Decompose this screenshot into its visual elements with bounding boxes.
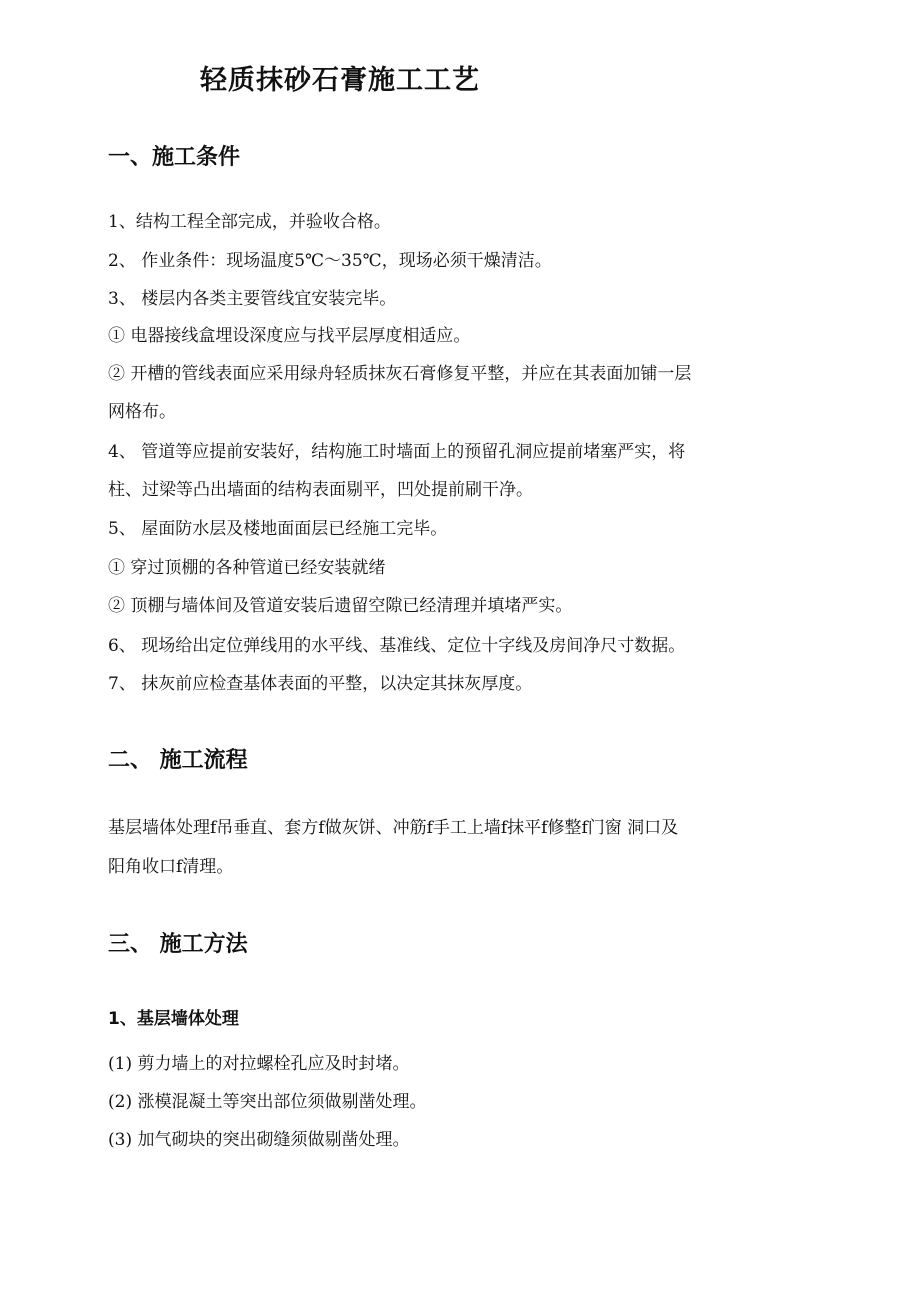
method-item: (1) 剪力墙上的对拉螺栓孔应及时封堵。 (108, 1054, 410, 1074)
condition-line: 2、 作业条件：现场温度5℃～35℃，现场必须干燥清洁。 (108, 251, 552, 271)
condition-line: ② 开槽的管线表面应采用绿舟轻质抹灰石膏修复平整，并应在其表面加铺一层 (108, 364, 692, 384)
condition-line: 网格布。 (108, 402, 176, 422)
process-line: 阳角收口f清理。 (108, 857, 234, 877)
condition-line: 4、 管道等应提前安装好，结构施工时墙面上的预留孔洞应提前堵塞严实，将 (108, 442, 686, 462)
document-title: 轻质抹砂石膏施工工艺 (200, 65, 480, 96)
process-line: 基层墙体处理f吊垂直、套方f做灰饼、冲筋f手工上墙f抹平f修整f门窗 洞口及 (108, 818, 679, 838)
condition-line: 1、结构工程全部完成，并验收合格。 (108, 212, 391, 232)
condition-line: ② 顶棚与墙体间及管道安装后遗留空隙已经清理并填堵严实。 (108, 596, 573, 616)
condition-line: 柱、过梁等凸出墙面的结构表面剔平，凹处提前刷干净。 (108, 480, 533, 500)
section-heading-method: 三、 施工方法 (108, 931, 248, 957)
method-item: (2) 涨模混凝土等突出部位须做剔凿处理。 (108, 1092, 427, 1112)
condition-line: 3、 楼层内各类主要管线宜安装完毕。 (108, 289, 397, 309)
method-item: (3) 加气砌块的突出砌缝须做剔凿处理。 (108, 1130, 410, 1150)
section-heading-conditions: 一、施工条件 (108, 144, 241, 170)
section-heading-process: 二、 施工流程 (108, 747, 248, 773)
condition-line: ① 电器接线盒埋设深度应与找平层厚度相适应。 (108, 326, 471, 346)
condition-line: ① 穿过顶棚的各种管道已经安装就绪 (108, 558, 386, 578)
condition-line: 7、 抹灰前应检查基体表面的平整，以决定其抹灰厚度。 (108, 674, 533, 694)
condition-line: 6、 现场给出定位弹线用的水平线、基准线、定位十字线及房间净尺寸数据。 (108, 636, 686, 656)
condition-line: 5、 屋面防水层及楼地面面层已经施工完毕。 (108, 519, 448, 539)
method-subheading: 1、基层墙体处理 (108, 1009, 239, 1029)
